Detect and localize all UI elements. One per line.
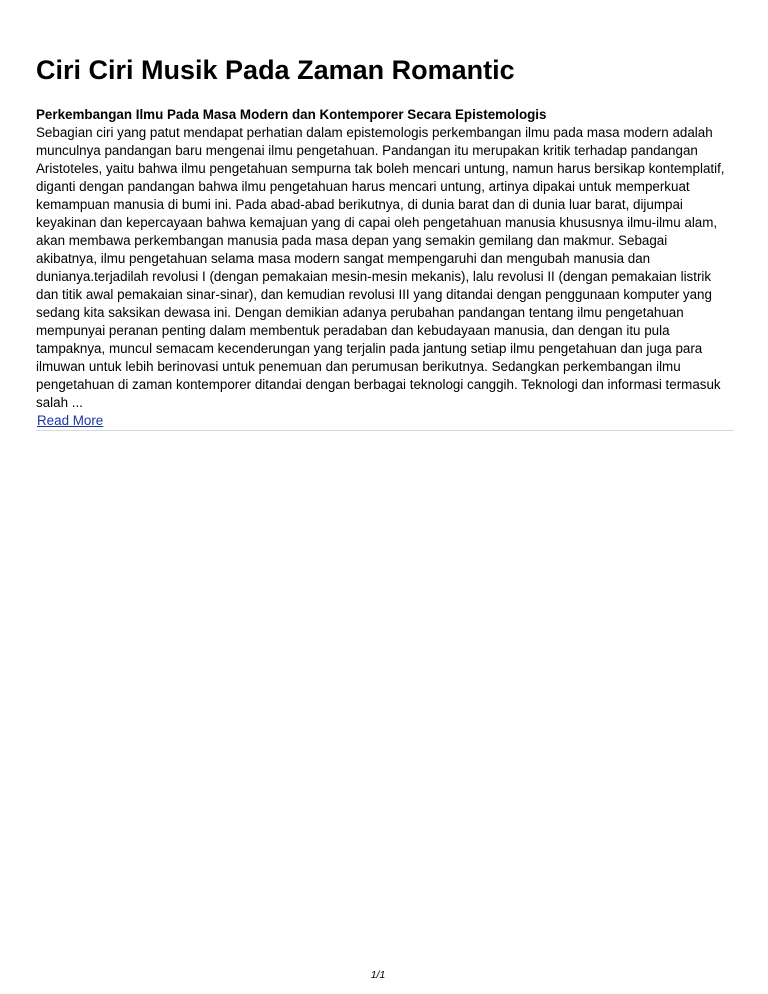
post-heading: Perkembangan Ilmu Pada Masa Modern dan Kontemporer Secara Epistemologis [36,107,547,122]
page-number: 1/1 [370,969,386,981]
page-title: Ciri Ciri Musik Pada Zaman Romantic [36,55,515,85]
section-divider [36,430,734,431]
post-excerpt [36,106,734,430]
post-body: Sebagian ciri yang patut mendapat perhatian dalam epistemologis perkembangan ilmu pada masa modern adalah munculnya pandangan baru mengenai ilmu pengetahuan. Pandangan itu merupakan kritik terhadap pandangan Aristoteles, yaitu bahwa ilmu pengetahuan sempurna tak boleh mencari untung, namun harus bersikap kontemplatif, diganti dengan pandangan bahwa ilmu pengetahuan harus mencari untung, artinya dipakai untuk memperkuat kemampuan manusia di bumi ini. Pada abad-abad berikutnya, di dunia barat dan di dunia luar barat, dijumpai keyakinan dan kepercayaan bahwa kemajuan yang di capai oleh pengetahuan manusia khususnya ilmu-ilmu alam, akan membawa perkembangan manusia pada masa depan yang semakin gemilang dan makmur. Sebagai akibatnya, ilmu pengetahuan selama masa modern sangat mempengaruhi dan mengubah manusia dan dunianya.terjadilah revolusi I (dengan pemakaian mesin-mesin mekanis), lalu revolusi II (dengan pemakaian listrik dan titik awal pemakaian sinar-sinar), dan kemudian revolusi III yang ditandai dengan penggunaan komputer yang sedang kita saksikan dewasa ini. Dengan demikian adanya perubahan pandangan tentang ilmu pengetahuan mempunyai peranan penting dalam membentuk peradaban dan kebudayaan manusia, dan dengan itu pula tampaknya, muncul semacam kecenderungan yang terjalin pada jantung setiap ilmu pengetahuan dan juga para ilmuwan untuk lebih berinovasi untuk penemuan dan perumusan berikutnya. Sedangkan perkembangan ilmu pengetahuan di zaman kontemporer ditandai dengan berbagai teknologi canggih. Teknologi dan informasi termasuk salah ... [36,125,725,410]
read-more-link[interactable]: Read More [37,413,104,428]
